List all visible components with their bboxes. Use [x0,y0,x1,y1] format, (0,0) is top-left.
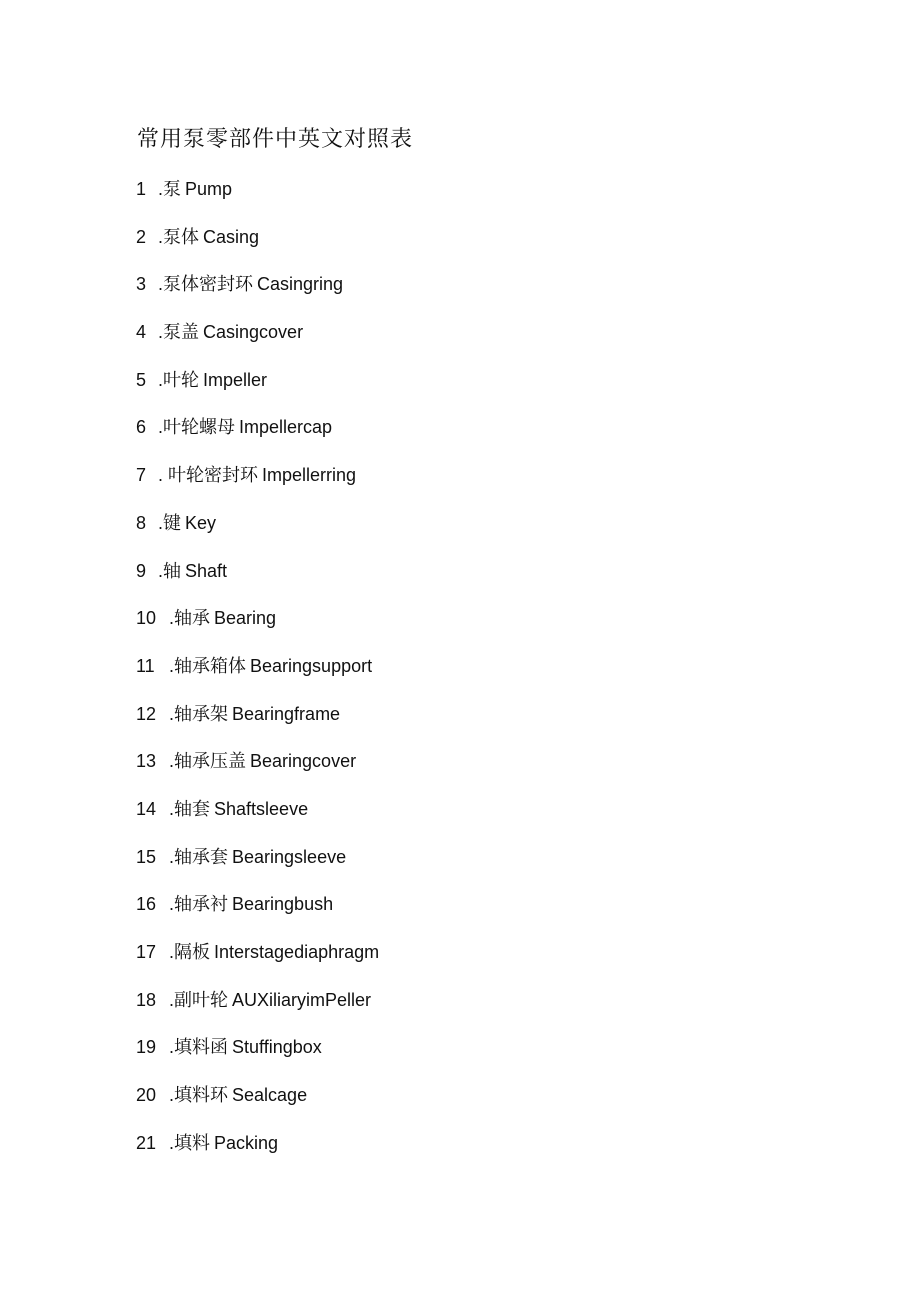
item-number: 13 [136,751,157,772]
item-number: 14 [136,798,157,819]
item-number: 5 [136,369,147,390]
item-number: 2 [136,226,147,247]
item-chinese-name: 叶轮密封环 [168,465,259,487]
item-separator: . [169,703,175,724]
item-english-name: Pump [185,179,233,199]
item-english-name: Packing [214,1132,279,1153]
item-english-name: Bearing [214,608,277,629]
item-separator: . [169,1132,175,1153]
item-separator: . [169,608,175,629]
item-number: 8 [136,512,147,533]
item-english-name: Impeller [203,369,268,390]
list-item [136,987,379,1035]
item-chinese-name: 轴承 [174,608,211,630]
item-separator: . [169,751,175,772]
item-separator: . [158,322,164,343]
item-chinese-name: 轴承压盖 [174,751,247,773]
list-item [136,891,379,939]
list-item [136,367,379,415]
item-english-name: Key [185,512,217,533]
parts-list [136,176,379,1177]
item-english-name: Casing [203,226,260,247]
item-separator: . [158,369,164,390]
item-separator: . [158,417,164,438]
item-separator: . [169,798,175,819]
list-item [136,1130,379,1178]
item-chinese-name: 副叶轮 [174,989,229,1011]
item-english-name: Bearingframe [232,703,341,724]
item-separator: . [158,274,164,295]
item-english-name: Shaftsleeve [214,798,309,819]
item-separator: . [169,1085,175,1106]
item-chinese-name: 叶轮螺母 [163,417,236,439]
item-chinese-name: 隔板 [174,942,211,963]
item-number: 12 [136,703,157,724]
item-number: 20 [136,1085,157,1106]
item-number: 3 [136,274,147,295]
list-item [136,796,379,844]
item-chinese-name: 泵体密封环 [163,274,254,296]
item-english-name: Sealcage [232,1085,308,1106]
item-number: 10 [136,608,157,629]
item-chinese-name: 轴承箱体 [174,655,247,677]
item-english-name: Impellercap [239,417,333,438]
item-number: 21 [136,1132,157,1153]
item-english-name: AUXiliaryimPeller [232,989,372,1010]
item-separator: . [158,179,164,199]
item-number: 18 [136,989,157,1010]
item-chinese-name: 轴承套 [174,846,229,868]
item-chinese-name: 轴承衬 [174,894,229,916]
item-number: 17 [136,942,157,962]
item-english-name: Bearingbush [232,894,334,915]
item-number: 19 [136,1037,157,1058]
item-separator: . [158,560,164,581]
item-number: 6 [136,417,147,438]
item-separator: . [158,512,164,533]
item-english-name: Bearingcover [250,751,357,772]
item-number: 4 [136,322,147,343]
item-number: 1 [136,179,147,199]
item-chinese-name: 轴 [163,560,182,582]
list-item [136,462,379,510]
item-number: 7 [136,465,147,486]
list-item [136,271,379,319]
item-chinese-name: 填料函 [174,1037,229,1059]
item-chinese-name: 泵 [163,179,182,200]
item-english-name: Casingring [257,274,344,295]
list-item [136,939,379,987]
document-title: 常用泵零部件中英文对照表 [137,127,414,152]
list-item [136,558,379,606]
item-english-name: Casingcover [203,322,304,343]
list-item [136,653,379,701]
item-separator: . [169,894,175,915]
item-separator: . [169,655,175,676]
item-english-name: Stuffingbox [232,1037,322,1058]
item-number: 16 [136,894,157,915]
item-english-name: Interstagediaphragm [214,942,380,962]
item-separator: . [169,942,175,962]
list-item [136,1034,379,1082]
item-number: 11 [136,655,155,676]
item-separator: . [169,846,175,867]
item-separator: . [169,1037,175,1058]
item-separator: . [169,989,175,1010]
item-chinese-name: 填料环 [174,1085,229,1107]
item-chinese-name: 叶轮 [163,369,200,391]
item-english-name: Bearingsleeve [232,846,347,867]
item-english-name: Impellerring [262,465,357,486]
item-number: 9 [136,560,147,581]
item-number: 15 [136,846,157,867]
item-chinese-name: 键 [163,512,182,534]
item-chinese-name: 轴承架 [174,703,229,725]
list-item [136,1082,379,1130]
item-separator: . [158,226,164,247]
list-item [136,510,379,558]
item-english-name: Shaft [185,560,228,581]
list-item [136,844,379,892]
list-item [136,748,379,796]
list-item [136,605,379,653]
item-separator: . [158,465,169,486]
item-chinese-name: 填料 [174,1132,211,1154]
item-chinese-name: 轴套 [174,798,211,820]
list-item [136,701,379,749]
item-chinese-name: 泵盖 [163,322,200,344]
item-english-name: Bearingsupport [250,655,373,676]
list-item [136,224,379,272]
list-item [136,319,379,367]
list-item [136,176,379,224]
item-chinese-name: 泵体 [163,226,200,248]
list-item [136,414,379,462]
